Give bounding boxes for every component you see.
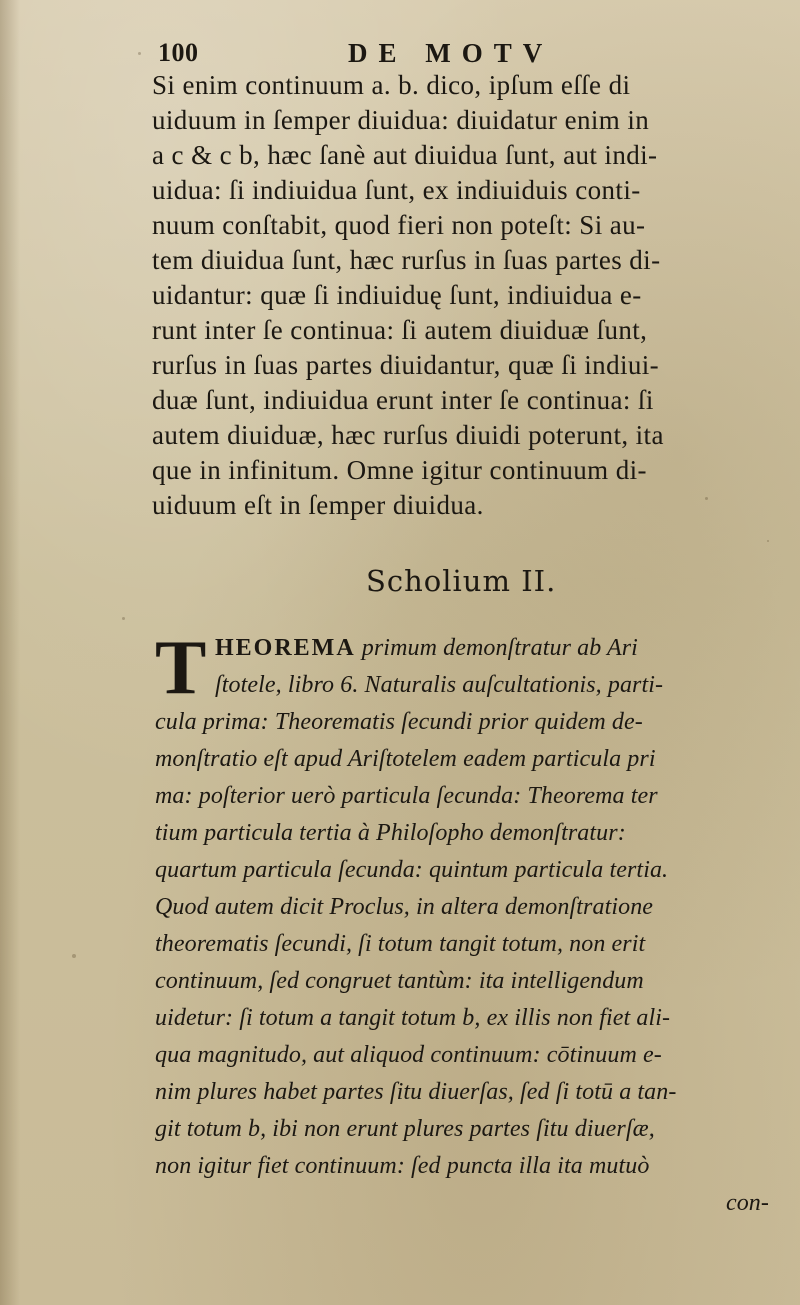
- main-text-line: uidantur: quæ ſi indiuiduę ſunt, indiuidua e-: [152, 280, 642, 310]
- scholium-lead-word: HEOREMA: [215, 635, 356, 661]
- main-text-line: autem diuiduæ, hæc rurſus diuidi poterunt, ita: [152, 420, 664, 450]
- scholium-line: ſtotele, libro 6. Naturalis auſcultationis, parti-: [215, 672, 664, 698]
- scholium-line-text: primum demonſtratur ab Ari: [355, 635, 638, 661]
- ink-speck: [138, 52, 141, 55]
- catchword: con-: [725, 1190, 769, 1216]
- page-number: 100: [158, 38, 199, 67]
- main-text-line: que in infinitum. Omne igitur continuum di-: [152, 455, 647, 485]
- scholium-line: non igitur fiet continuum: ſed puncta illa ita mutuò: [155, 1153, 650, 1179]
- ink-speck: [72, 954, 76, 958]
- scholium-line: Quod autem dicit Proclus, in altera demonſtratione: [155, 894, 654, 920]
- scholium-line: [155, 630, 777, 667]
- ink-speck: [705, 497, 708, 500]
- scholium-line: qua magnitudo, aut aliquod continuum: cōtinuum e-: [155, 1042, 662, 1068]
- scholium-line: git totum b, ibi non erunt plures partes ſitu diuerſæ,: [155, 1116, 655, 1142]
- main-text-line: rurſus in ſuas partes diuidantur, quæ ſi indiui-: [152, 350, 660, 380]
- page-edge-shadow: [0, 0, 20, 1305]
- scholium-line: cula prima: Theorematis ſecundi prior quidem de-: [155, 709, 643, 735]
- scholium-line: quartum particula ſecunda: quintum particula tertia.: [155, 857, 669, 883]
- main-text-block: [152, 68, 777, 523]
- main-text-line: uidua: ſi indiuidua ſunt, ex indiuiduis conti-: [152, 175, 641, 205]
- scholium-line: tium particula tertia à Philoſopho demonſtratur:: [155, 820, 626, 846]
- running-title: DE MOTV: [348, 38, 554, 68]
- scholium-line: continuum, ſed congruet tantùm: ita intelligendum: [155, 968, 644, 994]
- scholium-line: nim plures habet partes ſitu diuerſas, ſed ſi totū a tan-: [155, 1079, 677, 1105]
- main-text-line: uiduum eſt in ſemper diuidua.: [152, 490, 484, 520]
- main-text-line: duæ ſunt, indiuidua erunt inter ſe continua: ſi: [152, 385, 654, 415]
- scholium-line: uidetur: ſi totum a tangit totum b, ex illis non fiet ali-: [155, 1005, 671, 1031]
- scholium-line: monſtratio eſt apud Ariſtotelem eadem particula pri: [155, 746, 656, 772]
- scholium-text-block: [155, 624, 777, 1222]
- drop-cap-initial: T: [155, 624, 207, 710]
- main-text-line: nuum conſtabit, quod fieri non poteſt: Si au-: [152, 210, 646, 240]
- ink-speck: [122, 617, 125, 620]
- scholium-heading: Scholium II.: [366, 564, 557, 598]
- page-header: [158, 36, 728, 70]
- main-text-line: tem diuidua ſunt, hæc rurſus in ſuas partes di-: [152, 245, 661, 275]
- scholium-line: ma: poſterior uerò particula ſecunda: Theorema ter: [155, 783, 658, 809]
- ink-speck: [767, 540, 769, 542]
- main-text-line: Si enim continuum a. b. dico, ipſum eſſe di: [152, 70, 631, 100]
- scholium-line: theorematis ſecundi, ſi totum tangit totum, non erit: [155, 931, 646, 957]
- main-text-line: a c & c b, hæc ſanè aut diuidua ſunt, aut indi-: [152, 140, 658, 170]
- main-text-line: runt inter ſe continua: ſi autem diuiduæ ſunt,: [152, 315, 648, 345]
- main-text-line: uiduum in ſemper diuidua: diuidatur enim in: [152, 105, 650, 135]
